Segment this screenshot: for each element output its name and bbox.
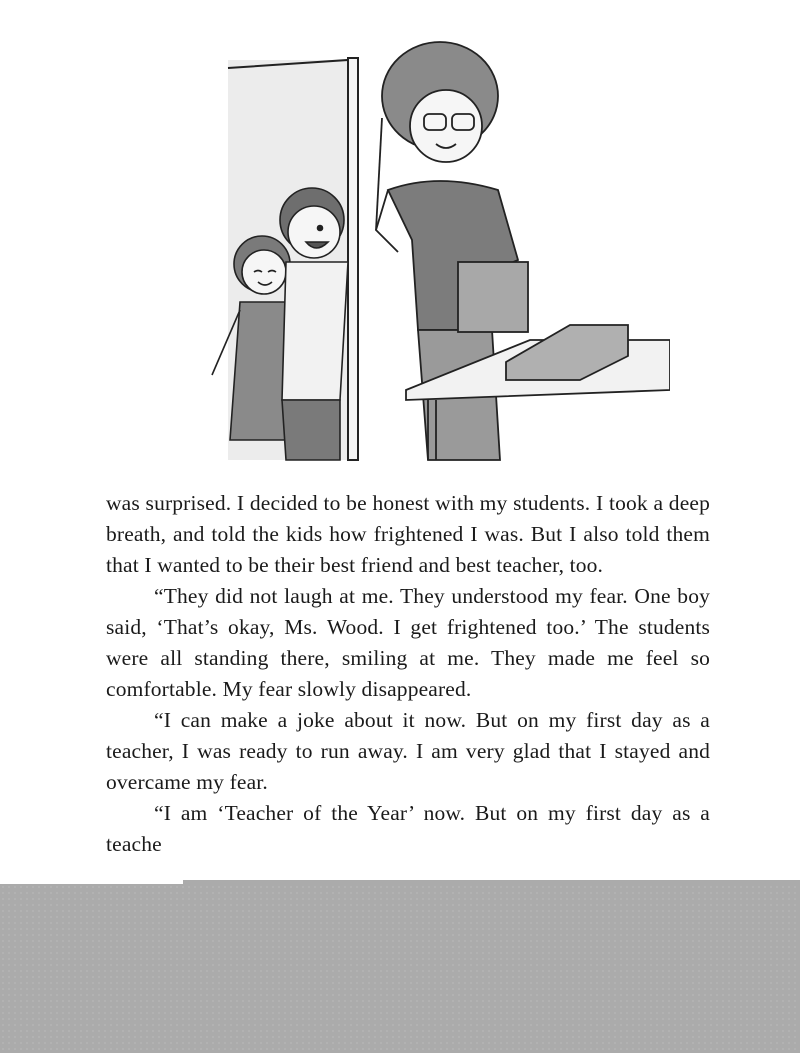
story-illustration	[200, 40, 670, 470]
story-text	[106, 488, 710, 860]
paragraph-3: “I can make a joke about it now. But on my first day as a teacher, I was ready to run away. I am very glad that I stayed and overcame my fear.	[106, 708, 710, 794]
gray-overlay	[0, 884, 800, 1053]
paragraph-1: was surprised. I decided to be honest with my students. I took a deep breath, and told the kids how frightened I was. But I also told them that I wanted to be their best friend and best teacher, too.	[106, 491, 710, 577]
paragraph-4: “I am ‘Teacher of the Year’ now. But on my first day as a teache	[106, 801, 710, 856]
paragraph-2: “They did not laugh at me. They understood my fear. One boy said, ‘That’s okay, Ms. Wood. I get frightened too.’ The students were all standing there, smiling at me. They made me feel so comfortable. My fear slowly disappeared.	[106, 584, 710, 701]
boy-figure-icon	[280, 188, 348, 460]
